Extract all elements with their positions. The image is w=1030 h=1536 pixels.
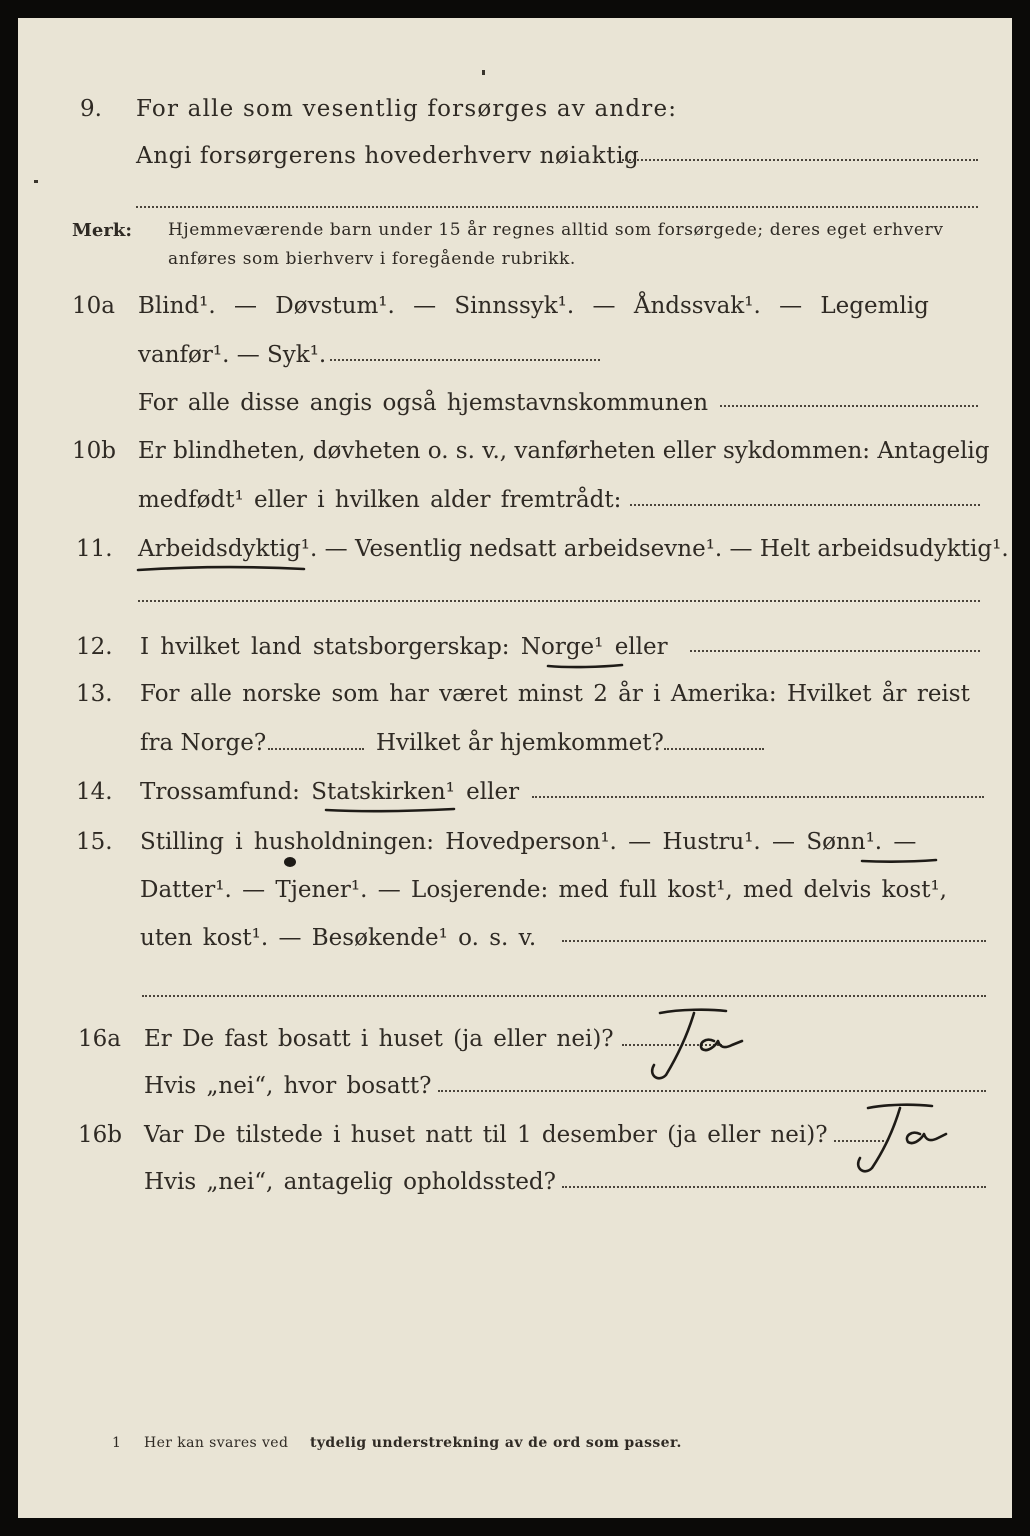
answer-line-14[interactable] — [532, 796, 984, 798]
answer-line-15[interactable] — [562, 940, 986, 942]
census-form-page — [18, 18, 1012, 1518]
item-number-9: 9. — [80, 96, 102, 122]
handwritten-answer-16b — [848, 1098, 958, 1178]
answer-line-15b[interactable] — [142, 995, 986, 997]
answer-line-9[interactable] — [622, 159, 978, 161]
handwritten-answer-16a — [638, 1003, 748, 1083]
answer-line-16b-opholdssted[interactable] — [562, 1186, 986, 1188]
footnote-text-b: tydelig understrekning av de ord som passer. — [310, 1435, 682, 1451]
item-number-11: 11. — [76, 536, 113, 562]
answer-line-12[interactable] — [690, 650, 980, 652]
underline-arbeidsdyktig — [136, 563, 306, 575]
item-13-line-2b: Hvilket år hjemkommet? — [376, 730, 664, 756]
footnote-marker: 1 — [112, 1435, 121, 1451]
answer-line-10a-kommune[interactable] — [720, 405, 978, 407]
item-14-line-1: Trossamfund: Statskirken¹ eller — [140, 779, 520, 805]
item-15-line-3: uten kost¹. — Besøkende¹ o. s. v. — [140, 925, 537, 951]
answer-line-10a[interactable] — [330, 359, 600, 361]
item-12-line-1: I hvilket land statsborgerskap: Norge¹ eller — [140, 634, 668, 660]
answer-line-11[interactable] — [138, 600, 980, 602]
item-10a-line-1: Blind¹. — Døvstum¹. — Sinnssyk¹. — Åndssvak¹. — Legemlig — [138, 293, 929, 319]
item-number-14: 14. — [76, 779, 113, 805]
underline-sonn — [860, 856, 940, 866]
underline-norge — [546, 660, 626, 672]
answer-line-16a-bosatt[interactable] — [438, 1090, 986, 1092]
item-number-16b: 16b — [78, 1122, 122, 1148]
item-number-12: 12. — [76, 634, 113, 660]
item-10b-line-1: Er blindheten, døvheten o. s. v., vanførheten eller sykdommen: Antagelig — [138, 438, 990, 464]
answer-line-13-reist[interactable] — [268, 748, 364, 750]
item-16b-line-1: Var De tilstede i huset natt til 1 desember (ja eller nei)? — [144, 1122, 828, 1148]
note-label: Merk: — [72, 220, 132, 241]
item-13-line-2a: fra Norge? — [140, 730, 267, 756]
answer-line-10b[interactable] — [630, 504, 980, 506]
ink-speck — [482, 70, 485, 75]
item-16a-line-1: Er De fast bosatt i huset (ja eller nei)? — [144, 1026, 614, 1052]
ink-speck — [34, 180, 38, 183]
item-number-16a: 16a — [78, 1026, 121, 1052]
underline-statskirken — [324, 804, 458, 816]
item-15-line-2: Datter¹. — Tjener¹. — Losjerende: med full kost¹, med delvis kost¹, — [140, 877, 947, 903]
answer-line-13-hjemkommet[interactable] — [664, 748, 764, 750]
answer-line-9b[interactable] — [136, 206, 978, 208]
ink-blot — [282, 856, 302, 870]
item-10a-line-2: vanfør¹. — Syk¹. — [138, 342, 327, 368]
note-line-2: anføres som bierhverv i foregående rubrikk. — [168, 249, 576, 269]
item-10a-line-3: For alle disse angis også hjemstavnskommunen — [138, 390, 709, 416]
item-13-line-1: For alle norske som har været minst 2 år i Amerika: Hvilket år reist — [140, 681, 970, 707]
item-16b-line-2: Hvis „nei“, antagelig opholdssted? — [144, 1169, 556, 1195]
item-9-question: For alle som vesentlig forsørges av andre: — [136, 96, 678, 122]
item-11-line-1: Arbeidsdyktig¹. — Vesentlig nedsatt arbeidsevne¹. — Helt arbeidsudyktig¹. — [138, 536, 1009, 562]
item-16a-line-2: Hvis „nei“, hvor bosatt? — [144, 1073, 432, 1099]
footnote-text-a: Her kan svares ved — [144, 1435, 289, 1451]
item-15-line-1: Stilling i husholdningen: Hovedperson¹. — Hustru¹. — Sønn¹. — — [140, 829, 917, 855]
item-number-10a: 10a — [72, 293, 115, 319]
item-10b-line-2: medfødt¹ eller i hvilken alder fremtrådt: — [138, 487, 622, 513]
item-number-15: 15. — [76, 829, 113, 855]
item-9-subquestion: Angi forsørgerens hovederhverv nøiaktig — [136, 143, 640, 169]
note-line-1: Hjemmeværende barn under 15 år regnes alltid som forsørgede; deres eget erhverv — [168, 220, 944, 240]
item-number-13: 13. — [76, 681, 113, 707]
item-number-10b: 10b — [72, 438, 116, 464]
